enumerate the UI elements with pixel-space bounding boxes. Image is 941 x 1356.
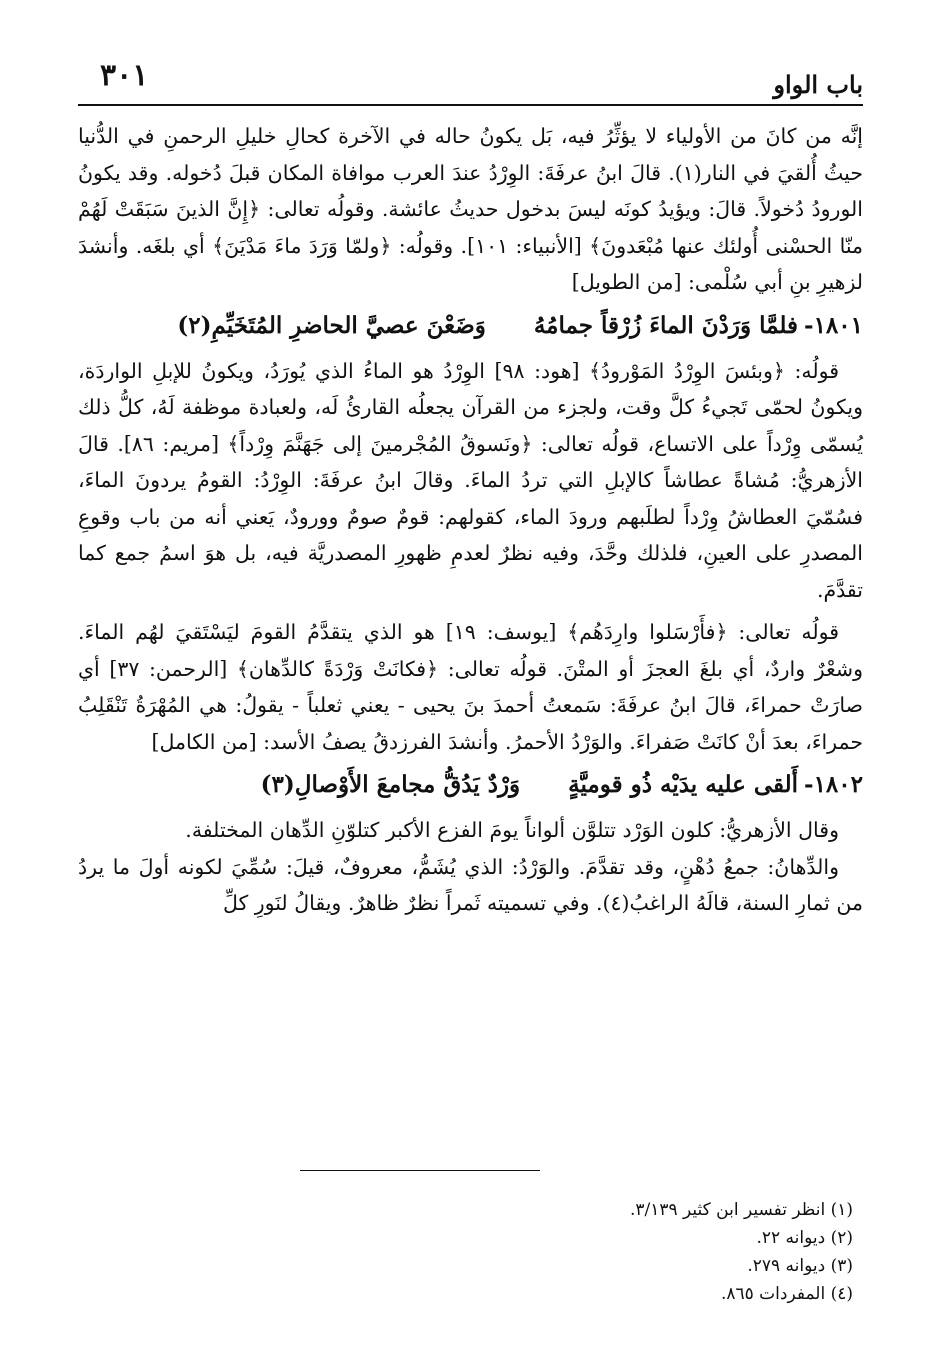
main-text: [78, 118, 863, 922]
paragraph: قولُه تعالى: ﴿فأَرْسَلوا وارِدَهُم﴾ [يوسف: ١٩] هو الذي يتقدَّمُ القومَ ليَسْتَقيَ لهُم الماءَ. وشعْرٌ واردٌ، أي بلغَ العجزَ أو المتْنَ. قولُه تعالى: ﴿فكانَتْ وَرْدَةً كالدِّهان﴾ [الرحمن: ٣٧] أي صارَتْ حمراءَ، قالَ ابنُ عرفَةَ: سَمعتُ أحمدَ بنَ يحيى - يعني ثعلباً - يقولُ: هي المُهْرَةُ تَنْقَلِبُ حمراءَ، بعدَ أنْ كانَتْ صَفراءَ. والوَرْدُ الأحمرُ. وأنشدَ الفرزدقُ يصفُ الأسد: [من الكامل]: [78, 620, 863, 754]
paragraph: وقال الأزهريُّ: كلون الوَرْد تتلوَّن ألواناً يومَ الفزع الأكبر كتلوّنِ الدِّهان المختلفة.: [185, 818, 839, 842]
verse-1801: [78, 305, 863, 347]
verse-hemistich-second: وَضَعْنَ عصيَّ الحاضرِ المُتَخَيِّمِ(٢): [177, 311, 486, 339]
verse-number: ١٨٠١-: [804, 311, 863, 339]
verse-hemistich-first: أَلقى عليه يدَيْه ذُو قوميَّةٍ: [568, 771, 799, 798]
paragraph: قولُه: ﴿وبئسَ الوِرْدُ المَوْرودُ﴾ [هود: ٩٨] الوِرْدُ هو الماءُ الذي يُورَدُ، ويكونُ للإبلِ الواردَة، ويكونُ لحمّى تَجيءُ كلَّ وقت، ولجزء من القرآن يجعلُه القارئُ لَه، ولعبادة موظفة لَهُ، كلُّ ذلك يُسمّى وِرْداً على الاتساع، قولُه تعالى: ﴿ونَسوقُ المُجْرمينَ إلى جَهَنَّمَ وِرْداً﴾ [مريم: ٨٦]. قالَ الأزهريُّ: مُشاةً عطاشاً كالإبلِ التي تردُ الماءَ. وقالَ ابنُ عرفَةَ: الوِرْدُ: القومُ يردونَ الماءَ، فسُمّيَ العطاشُ وِرْداً لطلَبهم ورودَ الماء، كقولهم: قومٌ صومٌ وورودٌ، يَعني أنه من باب وقوعِ المصدرِ على العينِ، فلذلك وحَّدَ، وفيه نظرٌ لعدمِ ظهورِ المصدريَّة فيه، بل هوَ اسمُ جمع كما تقدَّمَ.: [78, 358, 863, 602]
verse-hemistich-first: فلمَّا وَرَدْنَ الماءَ زُرْقاً جمامُهُ: [533, 311, 799, 339]
footnote-rule: [300, 1170, 540, 1171]
verse-number: ١٨٠٢-: [804, 771, 863, 798]
footnote: (٢) ديوانه ٢٢.: [756, 1228, 853, 1248]
page-header: [78, 56, 863, 104]
chapter-title: باب الواو: [773, 70, 863, 99]
verse-hemistich-second: وَرْدٌ يَدُقُّ مجامعَ الأَوْصالِ(٣): [260, 771, 521, 798]
footnote: (١) انظر تفسير ابن كثير ٣/١٣٩.: [629, 1200, 853, 1220]
page-number: ٣٠١: [100, 58, 149, 93]
header-rule: [78, 104, 863, 106]
paragraph: إنَّه من كانَ من الأولياء لا يؤثِّرُ فيه، بَل يكونُ حاله في الآخرة كحالِ خليلِ الرحمنِ في الدُّنيا حيثُ أُلقيَ في النار(١). قالَ ابنُ عرفَةَ: الوِرْدُ عندَ العرب موافاة المكان قبلَ دُخوله. وقد يكونُ الورودُ دُخولاً. قالَ: ويؤيدُ كونَه ليسَ بدخول حديثُ عائشة. وقولُه تعالى: ﴿إِنَّ الذينَ سَبَقَتْ لَهُمْ منّا الحسْنى أُولئك عنها مُبْعَدونَ﴾ [الأنبياء: ١٠١]. وقولُه: ﴿ولمّا وَرَدَ ماءَ مَدْيَنَ﴾ أي بلغَه. وأنشدَ لزهيرِ بنِ أبي سُلْمى: [من الطويل]: [78, 124, 864, 294]
verse-1802: [78, 764, 863, 806]
paragraph: والدِّهانُ: جمعُ دُهْنٍ، وقد تقدَّمَ. والوَرْدُ: الذي يُشَمُّ، معروفٌ، قيلَ: سُمِّيَ لكونه أولَ ما يردُ من ثمارِ السنة، قالَهُ الراغبُ(٤). وفي تسميته ثَمراً نظرٌ ظاهرٌ. ويقالُ لنَورِ كلِّ: [78, 854, 863, 915]
footnotes: [300, 1196, 853, 1308]
footnote: (٣) ديوانه ٢٧٩.: [747, 1256, 853, 1276]
footnote: (٤) المفردات ٨٦٥.: [720, 1284, 853, 1304]
